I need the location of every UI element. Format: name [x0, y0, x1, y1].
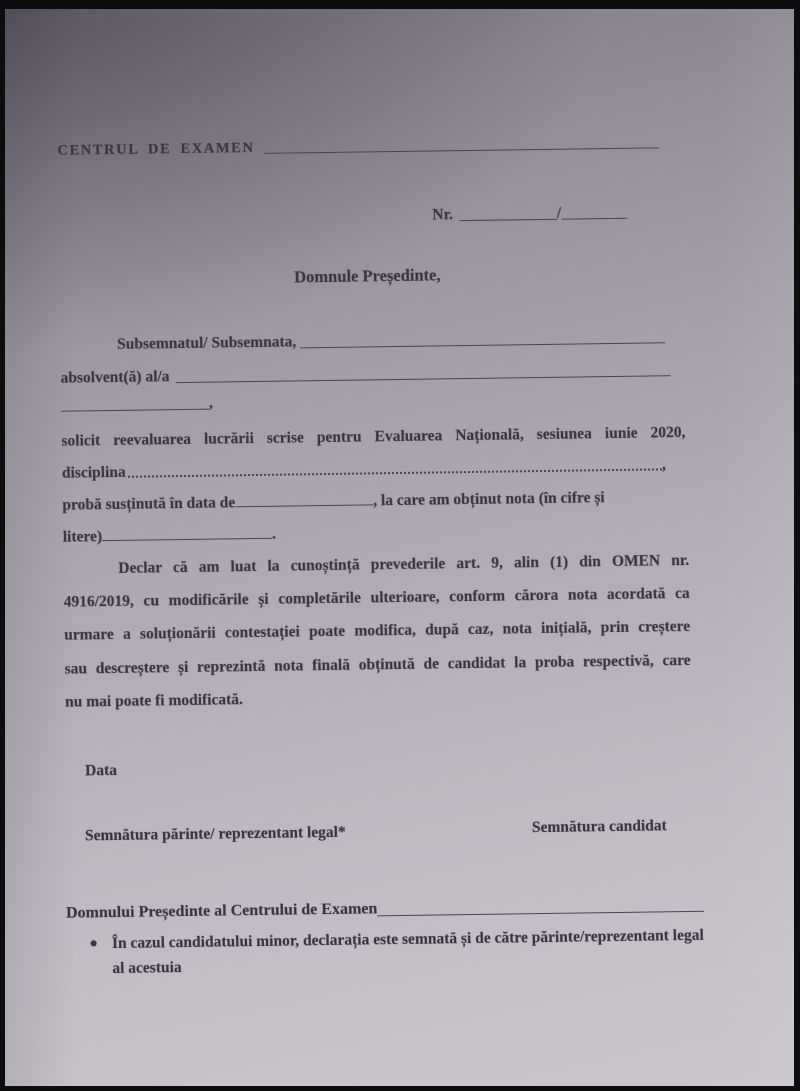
parent-signature-label: Semnătura părinte/ reprezentant legal*: [84, 823, 346, 845]
number-blank-2: [561, 216, 627, 220]
candidate-signature-label: Semnătura candidat: [531, 817, 667, 837]
subsemnatul-label: Subsemnatul/ Subsemnata,: [117, 333, 297, 353]
litere-period: .: [271, 525, 277, 543]
exam-date-row: [62, 487, 688, 515]
exam-center-row: [57, 133, 659, 160]
disciplina-label: disciplina: [61, 463, 126, 482]
declaration-line-3: urmare a soluționării contestației poate modifica, după caz, nota inițială, prin creștere: [64, 617, 691, 644]
declaration-line-5: nu mai poate fi modificată.: [65, 691, 244, 711]
continuation-comma: ,: [208, 394, 213, 412]
exam-center-blank-line: [265, 145, 660, 154]
salutation: Domnule Președinte,: [294, 265, 441, 287]
addressee-row: [66, 895, 704, 924]
request-line: solicit reevaluarea lucrării scrise pentru Evaluarea Națională, sesiunea iunie 2020,: [61, 423, 686, 450]
absolvent-label: absolvent(ă) al/a: [60, 368, 170, 387]
school-continuation-row: [61, 394, 213, 415]
exam-center-label: CENTRUL DE EXAMEN: [57, 139, 255, 159]
proba-suffix: , la care am obținut nota (în cifre și: [373, 489, 605, 510]
declaration-line-1: Declar că am luat la cunoștință prevederile art. 9, alin (1) din OMEN nr.: [118, 551, 690, 577]
grade-letters-blank: [102, 525, 272, 541]
proba-prefix: probă susținută în data de: [62, 494, 236, 514]
declaration-line-2: 4916/2019, cu modificările și completările ulterioare, conform cărora nota acordată ca: [63, 584, 690, 611]
number-separator: /: [556, 204, 562, 222]
school-blank: [176, 374, 671, 384]
subject-dotted-line: [128, 467, 662, 478]
footnote-text: În cazul candidatului minor, declarația este semnată și de către părinte/reprezentant legal al acestuia: [111, 926, 704, 978]
document-page: [5, 9, 794, 1086]
date-label: Data: [84, 761, 118, 780]
subject-row: [62, 455, 666, 483]
school-row: [60, 360, 670, 388]
document-content: [5, 9, 794, 1086]
applicant-name-blank: [300, 341, 665, 349]
bullet-icon: ●: [89, 936, 99, 952]
footnote-row: [89, 923, 706, 982]
disciplina-comma: ,: [661, 456, 666, 474]
applicant-name-row: [117, 327, 665, 354]
addressee-label: Domnului Președinte al Centrului de Examen: [65, 900, 378, 922]
addressee-blank: [377, 909, 704, 917]
litere-label: litere): [62, 528, 103, 546]
registration-number-row: [432, 203, 627, 225]
grade-letters-row: [63, 525, 276, 547]
school-continuation-blank: [61, 407, 209, 412]
declaration-line-4: sau descreștere și reprezintă nota finală obținută de candidat la proba respectivă, care: [64, 651, 691, 678]
number-blank-1: [459, 217, 557, 221]
exam-date-blank: [235, 491, 373, 507]
number-label: Nr.: [432, 206, 454, 224]
